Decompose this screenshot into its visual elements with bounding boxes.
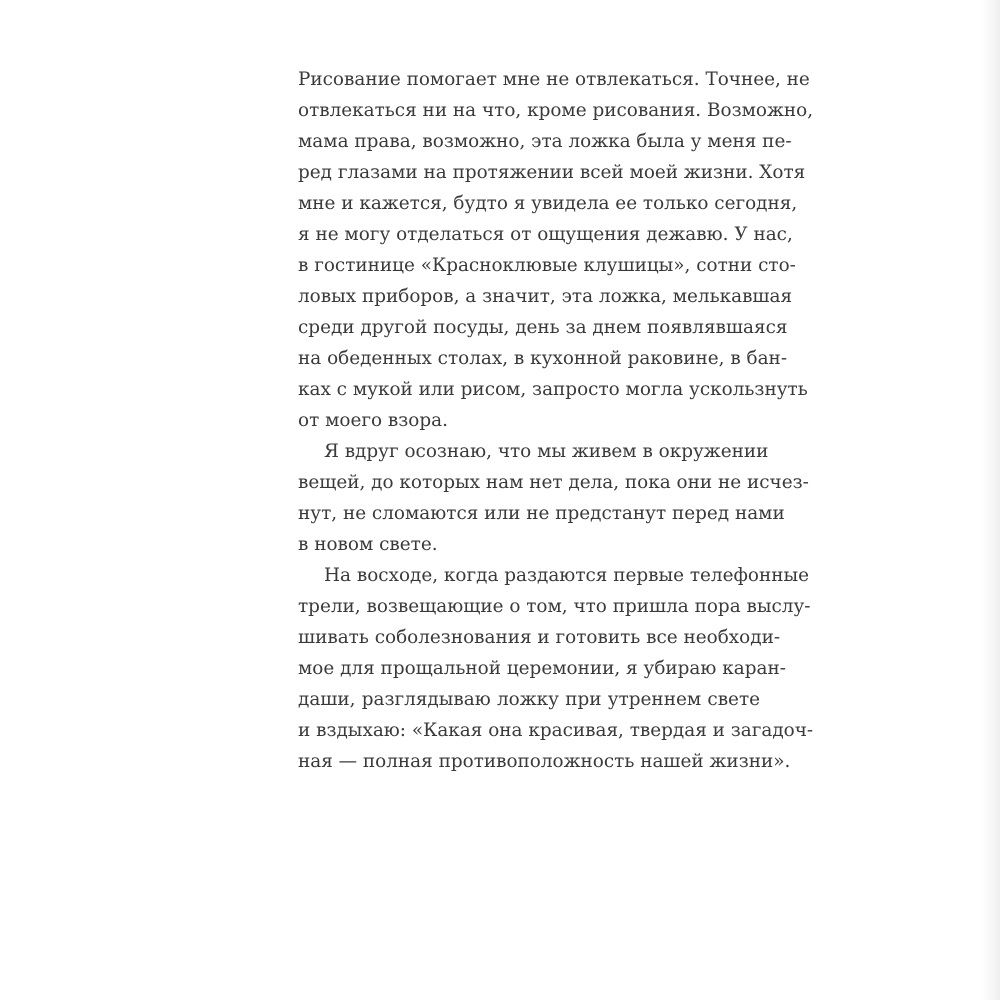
text-line: ках с мукой или рисом, запросто могла ускользнуть bbox=[298, 379, 808, 400]
text-line: мне и кажется, будто я увидела ее только сегодня, bbox=[298, 193, 798, 214]
text-line: ная — полная противоположность нашей жизни». bbox=[298, 751, 791, 772]
body-text bbox=[298, 64, 814, 777]
text-line: и вздыхаю: «Какая она красивая, твердая и загадоч- bbox=[298, 720, 814, 741]
text-line: на обеденных столах, в кухонной раковине, в бан- bbox=[298, 348, 788, 369]
text-line: в гостинице «Красноклювые клушицы», сотни сто- bbox=[298, 255, 796, 276]
paragraph-1 bbox=[298, 64, 814, 436]
text-line: Я вдруг осознаю, что мы живем в окружении bbox=[324, 441, 769, 462]
text-line: шивать соболезнования и готовить все необходи- bbox=[298, 627, 781, 648]
paragraph-3 bbox=[298, 560, 814, 777]
text-line: среди другой посуды, день за днем появлявшаяся bbox=[298, 317, 788, 338]
text-line: я не могу отделаться от ощущения дежавю. У нас, bbox=[298, 224, 793, 245]
text-line: даши, разглядываю ложку при утреннем свете bbox=[298, 689, 760, 710]
text-line: отвлекаться ни на что, кроме рисования. Возможно, bbox=[298, 100, 814, 121]
text-line: в новом свете. bbox=[298, 534, 438, 555]
paragraph-2 bbox=[298, 436, 809, 560]
text-line: нут, не сломаются или не предстанут перед нами bbox=[298, 503, 785, 524]
text-line: вещей, до которых нам нет дела, пока они не исчез- bbox=[298, 472, 809, 493]
text-line: ред глазами на протяжении всей моей жизни. Хотя bbox=[298, 162, 806, 183]
text-line: мое для прощальной церемонии, я убираю каран- bbox=[298, 658, 786, 679]
page-edge-shadow bbox=[982, 0, 1000, 1000]
text-line: На восходе, когда раздаются первые телефонные bbox=[324, 565, 809, 586]
text-line: мама права, возможно, эта ложка была у меня пе- bbox=[298, 131, 792, 152]
text-line: от моего взора. bbox=[298, 410, 448, 431]
text-line: Рисование помогает мне не отвлекаться. Точнее, не bbox=[298, 69, 810, 90]
text-line: ловых приборов, а значит, эта ложка, мелькавшая bbox=[298, 286, 793, 307]
text-line: трели, возвещающие о том, что пришла пора выслу- bbox=[298, 596, 811, 617]
